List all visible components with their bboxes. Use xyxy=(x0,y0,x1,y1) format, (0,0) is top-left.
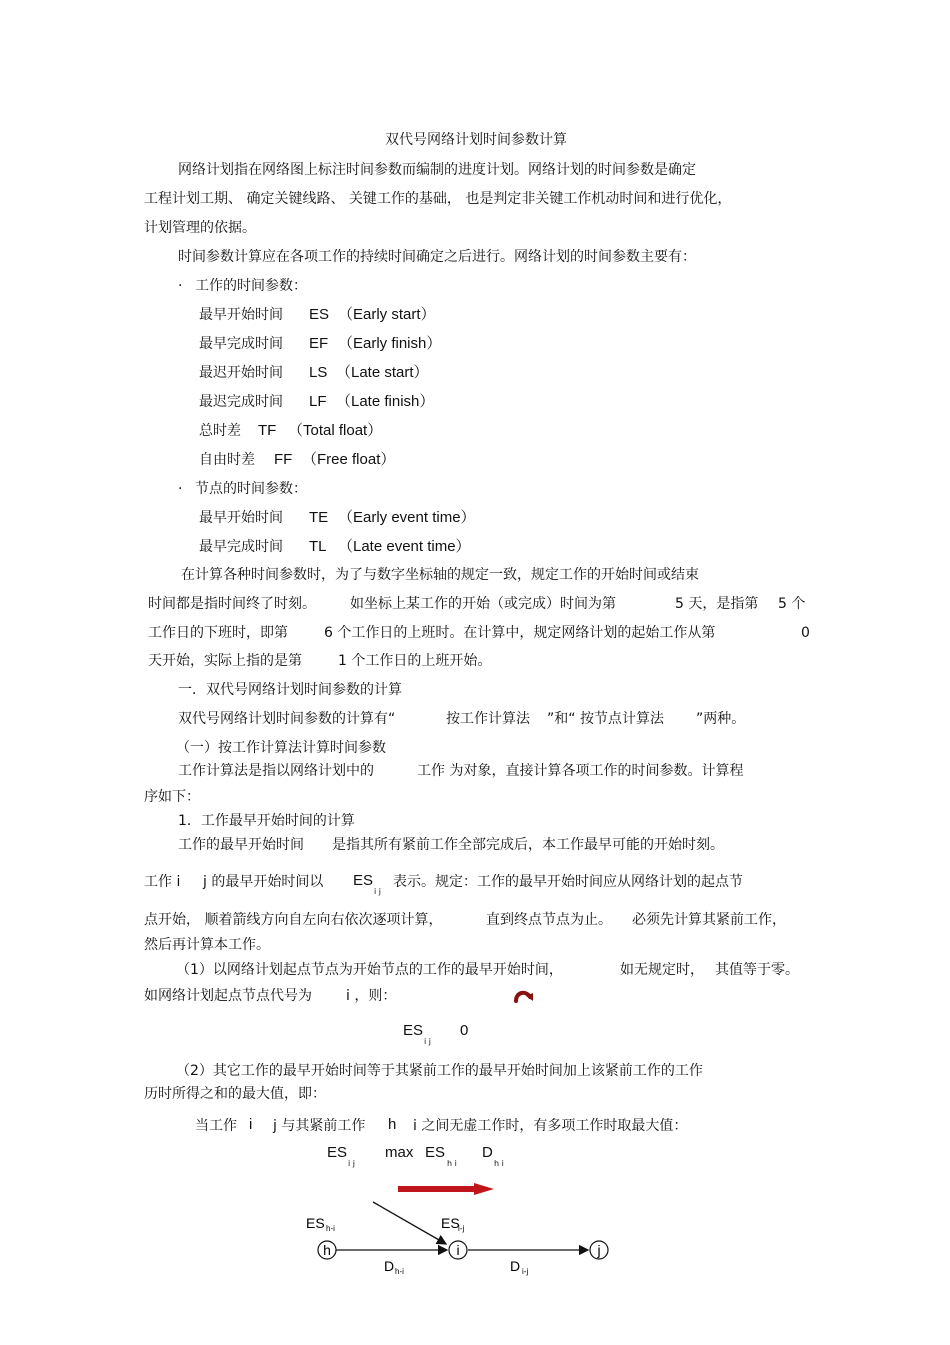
es-ij-label: ES xyxy=(441,1215,460,1231)
intro-line-3: 计划管理的依据。 xyxy=(144,220,256,236)
param-en: （Early finish） xyxy=(338,335,442,352)
rule2-line-1: （2）其它工作的最早开始时间等于其紧前工作的最早开始时间加上该紧前工作的工作 xyxy=(176,1063,703,1079)
rule-line-1: 在计算各种时间参数时，为了与数字坐标轴的规定一致，规定工作的开始时间或结束 xyxy=(181,567,699,583)
node-i-label: i xyxy=(456,1242,460,1258)
formula-d-hi: D xyxy=(482,1144,493,1161)
formula-es: ES xyxy=(403,1022,424,1039)
es-symbol: ES xyxy=(353,872,374,889)
rule2-line-3a: 当工作 xyxy=(195,1118,237,1134)
param-en: （Late event time） xyxy=(338,538,471,555)
red-arrow-shaft xyxy=(398,1186,476,1192)
item-heading: 1．工作最早开始时间的计算 xyxy=(178,813,355,829)
rule-line-2c: 5 天，是指第 xyxy=(675,596,759,612)
item-line-1a: 工作的最早开始时间 xyxy=(178,837,304,853)
rule2-line-3d: h xyxy=(388,1116,397,1133)
param-abbr: EF xyxy=(309,335,329,352)
section-line-1b: 按工作计算法 xyxy=(446,711,530,727)
item-line-1b: 是指其所有紧前工作全部完成后，本工作最早可能的开始时刻。 xyxy=(332,837,724,853)
rule-line-3c: 0 xyxy=(801,625,810,641)
subsection-line-2: 序如下： xyxy=(144,789,200,805)
param-abbr: TE xyxy=(309,509,329,526)
section-line-1d: ”两种。 xyxy=(696,711,746,727)
subsection-heading: （一）按工作计算法计算时间参数 xyxy=(176,740,386,756)
rule-line-4b: 1 个工作日的上班开始。 xyxy=(338,653,492,669)
node-h-label: h xyxy=(323,1242,331,1258)
formula-es-hi-subscript: h i xyxy=(447,1159,457,1168)
item-line-2d: 表示。规定：工作的最早开始时间应从网络计划的起点节 xyxy=(393,874,743,890)
es-subscript: i j xyxy=(374,887,381,896)
page-title: 双代号网络计划时间参数计算 xyxy=(385,132,567,148)
red-arrow-head xyxy=(474,1183,494,1195)
rule-line-2d: 5 个 xyxy=(778,596,806,612)
item-line-2a: 工作 i xyxy=(144,874,181,890)
section-heading: 一．双代号网络计划时间参数的计算 xyxy=(178,682,402,698)
formula-value: 0 xyxy=(460,1022,469,1039)
param-abbr: TF xyxy=(258,422,277,439)
param-cn: 最早开始时间 xyxy=(199,510,283,526)
rule2-line-2: 历时所得之和的最大值，即： xyxy=(144,1086,326,1102)
rule2-line-3e: i 之间无虚工作时，有多项工作时取最大值： xyxy=(413,1118,688,1134)
param-abbr: TL xyxy=(309,538,327,555)
param-cn: 最迟完成时间 xyxy=(199,394,283,410)
param-en: （Free float） xyxy=(302,451,396,468)
incoming-arrow xyxy=(373,1202,446,1244)
param-abbr: ES xyxy=(309,306,330,323)
d-ij-label: D xyxy=(510,1258,521,1274)
rule-line-3b: 6 个工作日的上班时。在计算中，规定网络计划的起始工作从第 xyxy=(324,625,716,641)
rule2-line-3c: j 与其紧前工作 xyxy=(273,1118,366,1134)
node-params-heading: 节点的时间参数： xyxy=(195,481,307,497)
curved-arrow-icon xyxy=(512,988,536,1004)
formula-max: max xyxy=(385,1144,414,1161)
intro-line-1: 网络计划指在网络图上标注时间参数而编制的进度计划。网络计划的时间参数是确定 xyxy=(178,162,696,178)
subsection-line-1b: 工作 为对象，直接计算各项工作的时间参数。计算程 xyxy=(417,763,744,779)
formula-es-ij-subscript: i j xyxy=(348,1159,355,1168)
rule-line-2b: 如坐标上某工作的开始（或完成）时间为第 xyxy=(350,596,616,612)
es-ij-subscript: i-j xyxy=(458,1224,465,1233)
formula-es-hi: ES xyxy=(425,1144,446,1161)
param-abbr: FF xyxy=(274,451,293,468)
param-abbr: LF xyxy=(309,393,327,410)
network-diagram xyxy=(300,1196,620,1286)
rule1-line-1a: （1）以网络计划起点节点为开始节点的工作的最早开始时间， xyxy=(176,962,563,978)
rule2-line-3b: i xyxy=(249,1116,253,1133)
intro-line-2: 工程计划工期、 确定关键线路、 关键工作的基础， 也是判定非关键工作机动时间和进行优化， xyxy=(144,191,732,207)
d-hi-label: D xyxy=(384,1258,395,1274)
param-en: （Early event time） xyxy=(338,509,476,526)
param-en: （Total float） xyxy=(288,422,383,439)
red-arrow-icon xyxy=(396,1182,496,1196)
formula-es-ij: ES xyxy=(327,1144,348,1161)
subsection-line-1a: 工作计算法是指以网络计划中的 xyxy=(178,763,374,779)
param-cn: 最早开始时间 xyxy=(199,307,283,323)
work-params-heading: 工作的时间参数： xyxy=(195,278,307,294)
section-line-1a: 双代号网络计划时间参数的计算有“ xyxy=(178,711,396,727)
item-line-4: 然后再计算本工作。 xyxy=(144,937,270,953)
formula-d-hi-subscript: h i xyxy=(494,1159,504,1168)
rule-line-4a: 天开始，实际上指的是第 xyxy=(148,653,302,669)
rule-line-2a: 时间都是指时间终了时刻。 xyxy=(148,596,316,612)
item-line-3a: 点开始， 顺着箭线方向自左向右依次逐项计算， xyxy=(144,912,443,928)
param-cn: 总时差 xyxy=(199,423,241,439)
d-ij-subscript: i-j xyxy=(522,1267,529,1276)
param-en: （Late start） xyxy=(336,364,429,381)
item-line-2b: j 的最早开始时间以 xyxy=(203,874,324,890)
param-cn: 最早完成时间 xyxy=(199,336,283,352)
param-cn: 自由时差 xyxy=(199,452,255,468)
item-line-3b: 直到终点节点为止。 xyxy=(486,912,612,928)
param-abbr: LS xyxy=(309,364,328,381)
rule-line-3a: 工作日的下班时，即第 xyxy=(148,625,288,641)
rule1-line-1c: 其值等于零。 xyxy=(715,962,799,978)
param-en: （Early start） xyxy=(338,306,436,323)
item-line-3c: 必须先计算其紧前工作， xyxy=(632,912,786,928)
param-cn: 最早完成时间 xyxy=(199,539,283,555)
rule1-line-2b: i ，则： xyxy=(346,988,397,1004)
node-j-label: j xyxy=(597,1242,601,1258)
rule1-line-1b: 如无规定时， xyxy=(620,962,704,978)
es-hi-label: ES xyxy=(306,1215,325,1231)
es-hi-subscript: h-i xyxy=(326,1224,335,1233)
intro-line-4: 时间参数计算应在各项工作的持续时间确定之后进行。网络计划的时间参数主要有： xyxy=(178,249,696,265)
d-hi-subscript: h-i xyxy=(395,1267,404,1276)
bullet: · xyxy=(178,481,183,497)
param-cn: 最迟开始时间 xyxy=(199,365,283,381)
param-en: （Late finish） xyxy=(336,393,435,410)
rule1-line-2a: 如网络计划起点节点代号为 xyxy=(144,988,312,1004)
section-line-1c: ”和“ 按节点计算法 xyxy=(547,711,664,727)
bullet: · xyxy=(178,278,183,294)
formula-es-subscript: i j xyxy=(424,1037,431,1046)
